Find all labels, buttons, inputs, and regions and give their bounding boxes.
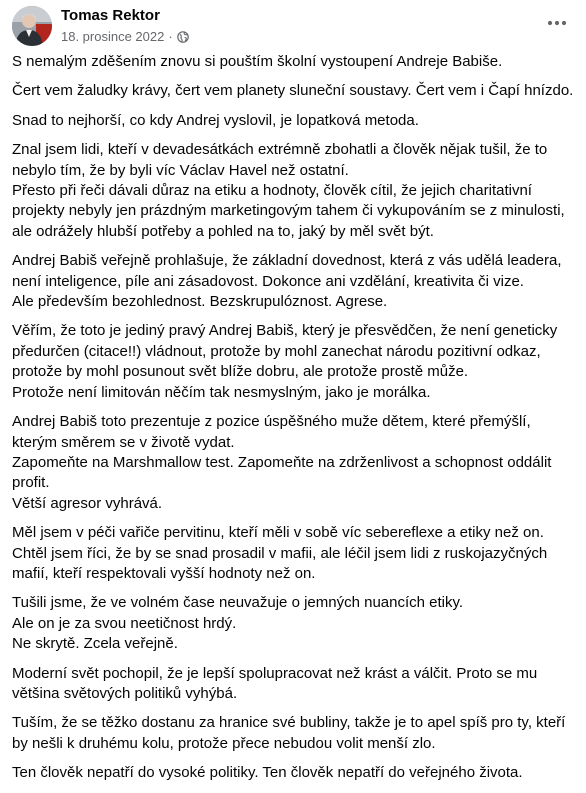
post-text-line: Větší agresor vyhrává. [12,494,163,512]
post-text-line: Ne skrytě. Zcela veřejně. [12,635,178,653]
post-text-line: projekty nebyly jen prázdným marketingovým tahem či vykupováním se z minulosti, [12,202,565,220]
post-text-line: Chtěl jsem říci, že by se snad prosadil v mafii, ale léčil jsem lidi z ruskojazyčných [12,544,548,562]
post-paragraph [12,763,578,783]
post-text-line: Ale především bezohlednost. Bezskrupulóznost. Agrese. [12,293,388,311]
author-name[interactable]: Tomas Rektor [61,7,160,24]
post-text-line: by nešli k druhému kolu, protože přece nebudou volit menší zlo. [12,734,436,752]
post-header [0,0,586,58]
post-text-line: Snad to nejhorší, co kdy Andrej vyslovil, je lopatková metoda. [12,111,419,129]
avatar-photo [12,6,52,46]
meta-separator: · [168,29,173,44]
post-text-line: Moderní svět pochopil, že je lepší spolupracovat než krást a válčit. Proto se mu [12,664,538,682]
post-text-line: předurčen (citace!!) vládnout, protože by mohl zanechat národu pozitivní odkaz, [12,342,541,360]
post-text-line: Věřím, že toto je jediný pravý Andrej Babiš, který je přesvědčen, že není geneticky [12,322,558,340]
post-text-line: Andrej Babiš toto prezentuje z pozice úspěšného muže dětem, které přemýšlí, [12,413,531,431]
author-avatar[interactable] [12,6,52,46]
post-text-line: většina světových politiků vyhýbá. [12,684,238,702]
more-options-button[interactable] [544,12,570,34]
post-date[interactable]: 18. prosince 2022 [61,29,165,44]
post-paragraph [12,111,578,131]
more-options-icon [547,20,567,26]
post-text-line: nebylo tím, že by byli víc Václav Havel než ostatní. [12,161,349,179]
post-paragraph [12,81,578,101]
post-text-line: Přesto při řeči dávali důraz na etiku a hodnoty, člověk cítil, že jejich charitativní [12,182,532,200]
post-paragraph [12,593,578,654]
post-text-line: Čert vem žaludky krávy, čert vem planety sluneční soustavy. Čert vem i Čapí hnízdo. [12,82,574,100]
post-text-line: protože by mohl posunout svět blíže dobru, ale protože prostě může. [12,363,469,381]
post-text-line: profit. [12,474,50,492]
post-text-line: Ten člověk nepatří do vysoké politiky. Ten člověk nepatří do veřejného života. [12,764,523,782]
post-text-line: Tuším, že se těžko dostanu za hranice své bubliny, takže je to apel spíš pro ty, kteří [12,714,566,732]
globe-icon[interactable] [177,31,189,43]
post-text-line: Znal jsem lidi, kteří v devadesátkách extrémně zbohatli a člověk nějak tušil, že to [12,141,548,159]
post-text-line: Ale on je za svou neetičnost hrdý. [12,614,237,632]
post-text-line: kterým směrem se v životě vydat. [12,433,235,451]
post-text-line: S nemalým zděšením znovu si pouštím školní vystoupení Andreje Babiše. [12,53,503,70]
post-paragraph [12,713,578,754]
post-text-line: Zapomeňte na Marshmallow test. Zapomeňte na zdrženlivost a schopnost oddálit [12,453,552,471]
post-paragraph [12,140,578,242]
post-text-line: Měl jsem v péči vařiče pervitinu, kteří měli v sobě víc sebereflexe a etiky než on. [12,524,544,542]
post-text-line: mafií, kteří respektovali vyšší hodnoty než on. [12,564,316,582]
post-meta [61,29,189,44]
post-text-line: Andrej Babiš veřejně prohlašuje, že základní dovednost, která z vás udělá leadera, [12,252,562,270]
post-paragraph [12,664,578,705]
post-paragraph [12,412,578,514]
post-text-line: není inteligence, píle ani zásadovost. Dokonce ani vzdělání, kreativita či vize. [12,272,524,290]
post-paragraph [12,52,578,72]
post-text-line: ale odrážely hlubší potřeby a pohled na to, jaký by měl svět být. [12,222,434,240]
post-paragraph [12,251,578,312]
post-text-line: Protože není limitován něčím tak nesmyslným, jako je morálka. [12,383,431,401]
post-paragraph [12,321,578,403]
post-text-line: Tušili jsme, že ve volném čase neuvažuje o jemných nuancích etiky. [12,594,464,612]
post-text [12,52,578,793]
post-paragraph [12,523,578,584]
